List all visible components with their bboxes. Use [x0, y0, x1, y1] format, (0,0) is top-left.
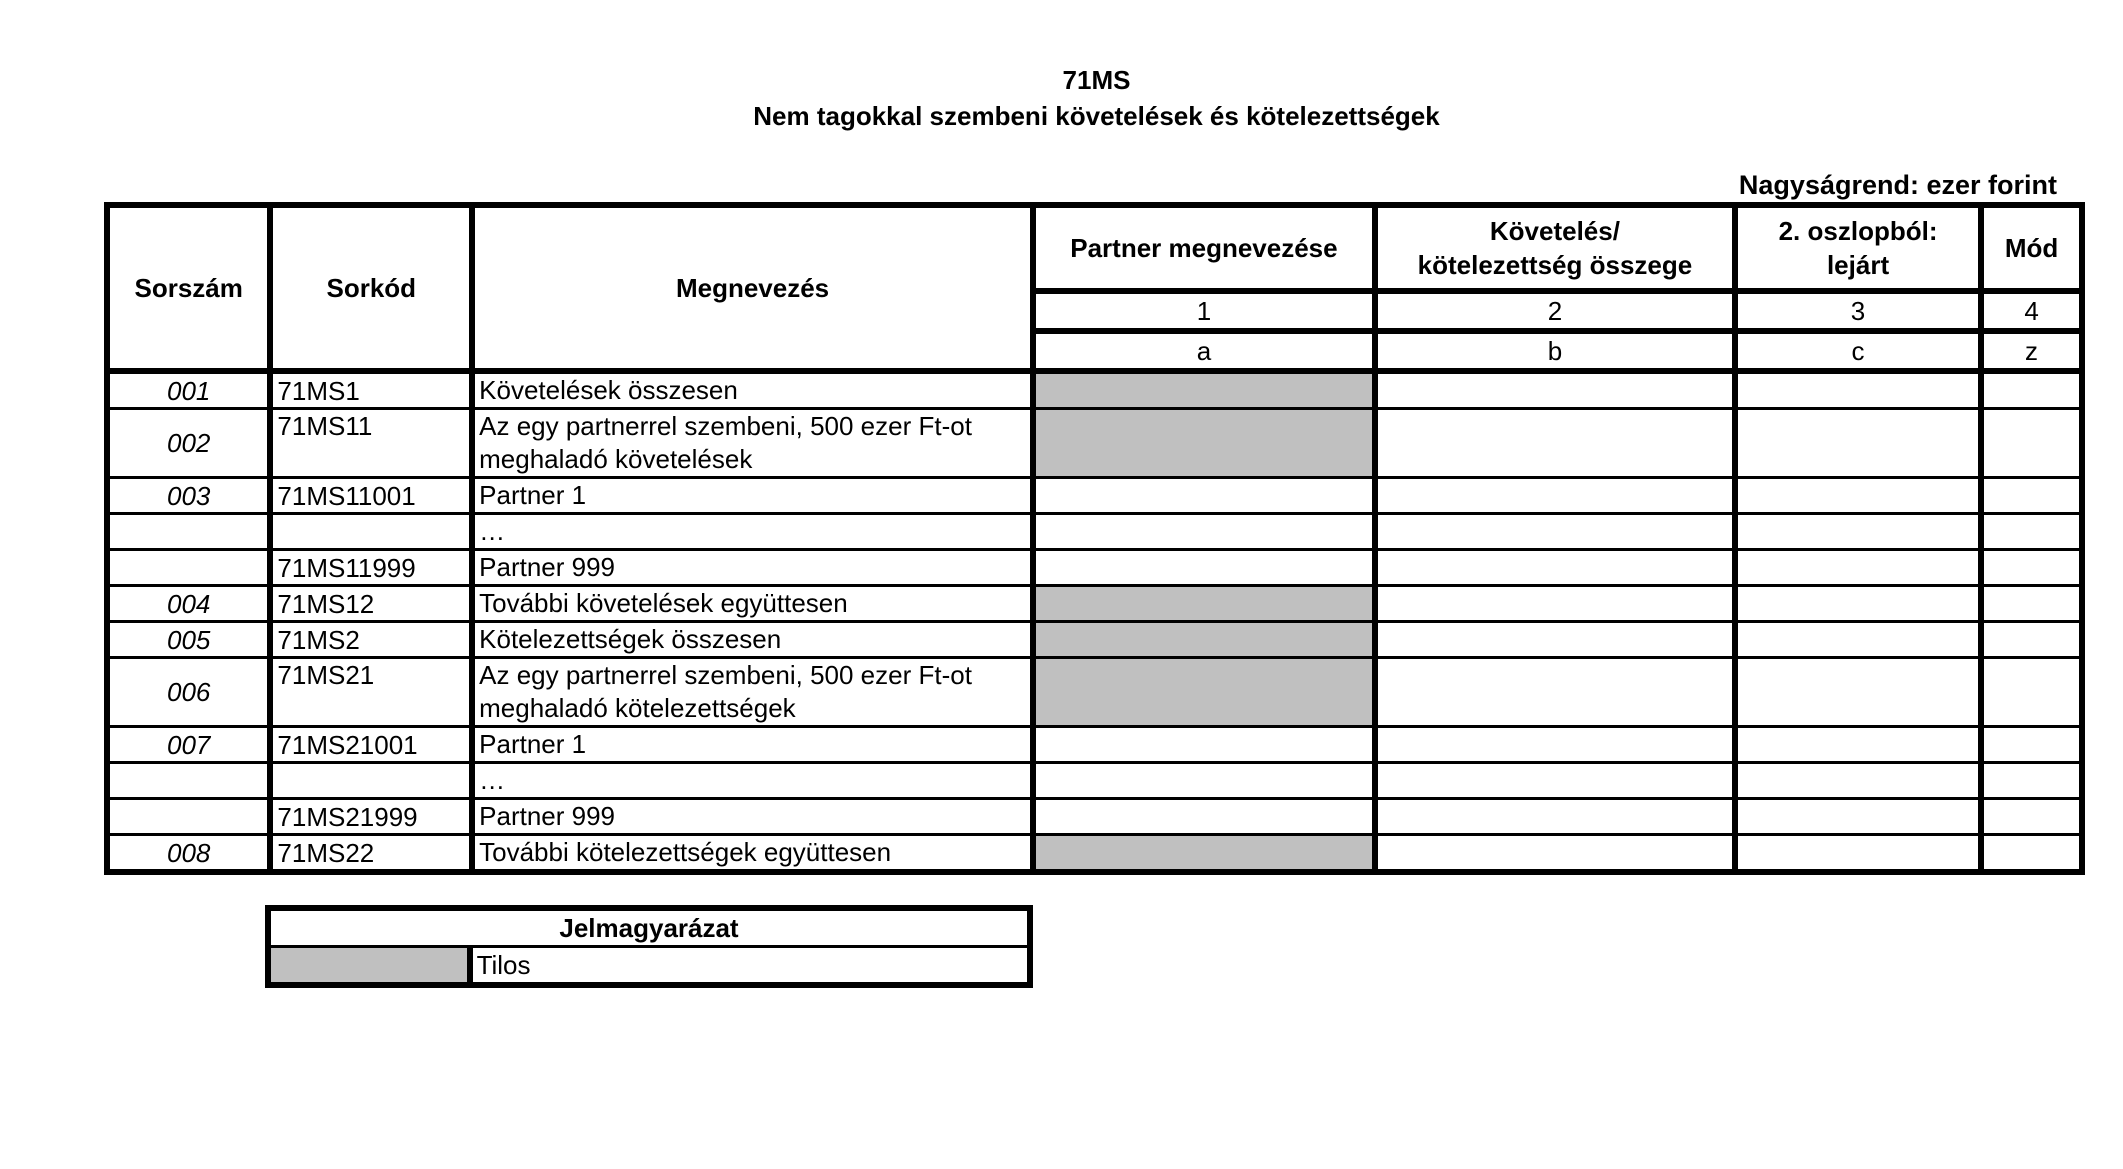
row-megnevezes: Partner 1: [472, 727, 1033, 763]
cell-lejart-input[interactable]: [1735, 658, 1981, 727]
cell-partner-tilos: [1033, 409, 1375, 478]
row-megnevezes: Partner 999: [472, 550, 1033, 586]
cell-osszeg-input[interactable]: [1375, 835, 1735, 873]
cell-lejart-input[interactable]: [1735, 727, 1981, 763]
row-sorkod: 71MS21999: [270, 799, 472, 835]
cell-partner-tilos: [1033, 622, 1375, 658]
row-sorszam: 006: [107, 658, 270, 727]
row-sorszam: 007: [107, 727, 270, 763]
unit-label: Nagyságrend: ezer forint: [1738, 170, 2057, 200]
cell-lejart-input[interactable]: [1735, 514, 1981, 550]
header-sorkod: Sorkód: [270, 205, 472, 371]
cell-osszeg-input[interactable]: [1375, 550, 1735, 586]
cell-partner-input[interactable]: [1033, 763, 1375, 799]
cell-mod-input[interactable]: [1981, 799, 2082, 835]
cell-mod-input[interactable]: [1981, 727, 2082, 763]
col-letter-a: a: [1033, 331, 1375, 371]
legend-table: [265, 905, 1033, 988]
row-megnevezes: Partner 999: [472, 799, 1033, 835]
cell-mod-input[interactable]: [1981, 478, 2082, 514]
cell-lejart-input[interactable]: [1735, 622, 1981, 658]
header-megnevezes: Megnevezés: [472, 205, 1033, 371]
table-row: [107, 658, 2082, 727]
header-osszeg-line2: kötelezettség összege: [1417, 250, 1693, 280]
row-sorkod: 71MS2: [270, 622, 472, 658]
row-sorkod: 71MS22: [270, 835, 472, 873]
row-megnevezes: …: [472, 763, 1033, 799]
col-number-3: 3: [1735, 291, 1981, 331]
table-row: [107, 835, 2082, 873]
table-row: [107, 727, 2082, 763]
row-megnevezes: Az egy partnerrel szembeni, 500 ezer Ft-ot meghaladó követelések: [472, 409, 1033, 478]
cell-lejart-input[interactable]: [1735, 550, 1981, 586]
legend-title: Jelmagyarázat: [268, 908, 1030, 947]
table-row: [107, 586, 2082, 622]
col-letter-c: c: [1735, 331, 1981, 371]
col-number-2: 2: [1375, 291, 1735, 331]
col-number-4: 4: [1981, 291, 2082, 331]
header-osszeg: [1375, 205, 1735, 291]
header-lejart: [1735, 205, 1981, 291]
row-sorkod: 71MS11001: [270, 478, 472, 514]
cell-lejart-input[interactable]: [1735, 763, 1981, 799]
cell-mod-input[interactable]: [1981, 763, 2082, 799]
cell-osszeg-input[interactable]: [1375, 586, 1735, 622]
header-lejart-line1: 2. oszlopból:: [1778, 216, 1938, 246]
form-title: Nem tagokkal szembeni követelések és kötelezettségek: [753, 101, 1440, 131]
header-sorszam: Sorszám: [107, 205, 270, 371]
row-megnevezes: További kötelezettségek együttesen: [472, 835, 1033, 873]
table-row: [107, 799, 2082, 835]
form-code: 71MS: [1062, 65, 1131, 95]
row-sorszam: [107, 763, 270, 799]
row-megnevezes: Kötelezettségek összesen: [472, 622, 1033, 658]
cell-partner-tilos: [1033, 658, 1375, 727]
cell-osszeg-input[interactable]: [1375, 478, 1735, 514]
cell-lejart-input[interactable]: [1735, 409, 1981, 478]
row-megnevezes: Az egy partnerrel szembeni, 500 ezer Ft-ot meghaladó kötelezettségek: [472, 658, 1033, 727]
cell-partner-input[interactable]: [1033, 550, 1375, 586]
col-number-1: 1: [1033, 291, 1375, 331]
row-sorszam: 005: [107, 622, 270, 658]
table-row: [107, 514, 2082, 550]
cell-mod-input[interactable]: [1981, 409, 2082, 478]
row-megnevezes: …: [472, 514, 1033, 550]
table-row: [107, 622, 2082, 658]
row-sorszam: 002: [107, 409, 270, 478]
table-row: [107, 763, 2082, 799]
table-row: [107, 478, 2082, 514]
cell-osszeg-input[interactable]: [1375, 799, 1735, 835]
header-lejart-line2: lejárt: [1826, 250, 1890, 280]
row-sorszam: 004: [107, 586, 270, 622]
cell-partner-input[interactable]: [1033, 478, 1375, 514]
cell-mod-input[interactable]: [1981, 658, 2082, 727]
cell-osszeg-input[interactable]: [1375, 622, 1735, 658]
row-megnevezes: További követelések együttesen: [472, 586, 1033, 622]
cell-partner-input[interactable]: [1033, 514, 1375, 550]
cell-osszeg-input[interactable]: [1375, 371, 1735, 409]
cell-osszeg-input[interactable]: [1375, 658, 1735, 727]
cell-lejart-input[interactable]: [1735, 835, 1981, 873]
cell-mod-input[interactable]: [1981, 514, 2082, 550]
row-sorszam: [107, 514, 270, 550]
cell-lejart-input[interactable]: [1735, 586, 1981, 622]
header-osszeg-line1: Követelés/: [1489, 216, 1620, 246]
row-megnevezes: Partner 1: [472, 478, 1033, 514]
table-row: [107, 371, 2082, 409]
legend-tilos-label: Tilos: [470, 947, 1030, 986]
table-row: [107, 409, 2082, 478]
cell-lejart-input[interactable]: [1735, 799, 1981, 835]
col-letter-b: b: [1375, 331, 1735, 371]
report-table: [104, 202, 2085, 875]
row-sorkod: [270, 763, 472, 799]
cell-mod-input[interactable]: [1981, 835, 2082, 873]
table-row: [107, 550, 2082, 586]
cell-mod-input[interactable]: [1981, 371, 2082, 409]
cell-osszeg-input[interactable]: [1375, 727, 1735, 763]
row-sorszam: [107, 550, 270, 586]
cell-partner-tilos: [1033, 586, 1375, 622]
cell-mod-input[interactable]: [1981, 622, 2082, 658]
legend-tilos-swatch: [268, 947, 470, 986]
row-sorkod: [270, 514, 472, 550]
cell-mod-input[interactable]: [1981, 586, 2082, 622]
cell-partner-input[interactable]: [1033, 727, 1375, 763]
cell-partner-tilos: [1033, 835, 1375, 873]
header-mod: Mód: [1981, 205, 2082, 291]
row-sorkod: 71MS12: [270, 586, 472, 622]
cell-osszeg-input[interactable]: [1375, 763, 1735, 799]
row-sorkod: 71MS11: [270, 409, 472, 478]
cell-lejart-input[interactable]: [1735, 478, 1981, 514]
row-sorkod: 71MS11999: [270, 550, 472, 586]
row-sorszam: 008: [107, 835, 270, 873]
row-megnevezes: Követelések összesen: [472, 371, 1033, 409]
cell-partner-tilos: [1033, 371, 1375, 409]
cell-osszeg-input[interactable]: [1375, 514, 1735, 550]
row-sorszam: [107, 799, 270, 835]
row-sorkod: 71MS1: [270, 371, 472, 409]
cell-osszeg-input[interactable]: [1375, 409, 1735, 478]
cell-partner-input[interactable]: [1033, 799, 1375, 835]
row-sorszam: 003: [107, 478, 270, 514]
row-sorszam: 001: [107, 371, 270, 409]
col-letter-z: z: [1981, 331, 2082, 371]
page-title-block: [0, 62, 2123, 134]
header-partner: Partner megnevezése: [1033, 205, 1375, 291]
row-sorkod: 71MS21: [270, 658, 472, 727]
cell-mod-input[interactable]: [1981, 550, 2082, 586]
row-sorkod: 71MS21001: [270, 727, 472, 763]
cell-lejart-input[interactable]: [1735, 371, 1981, 409]
